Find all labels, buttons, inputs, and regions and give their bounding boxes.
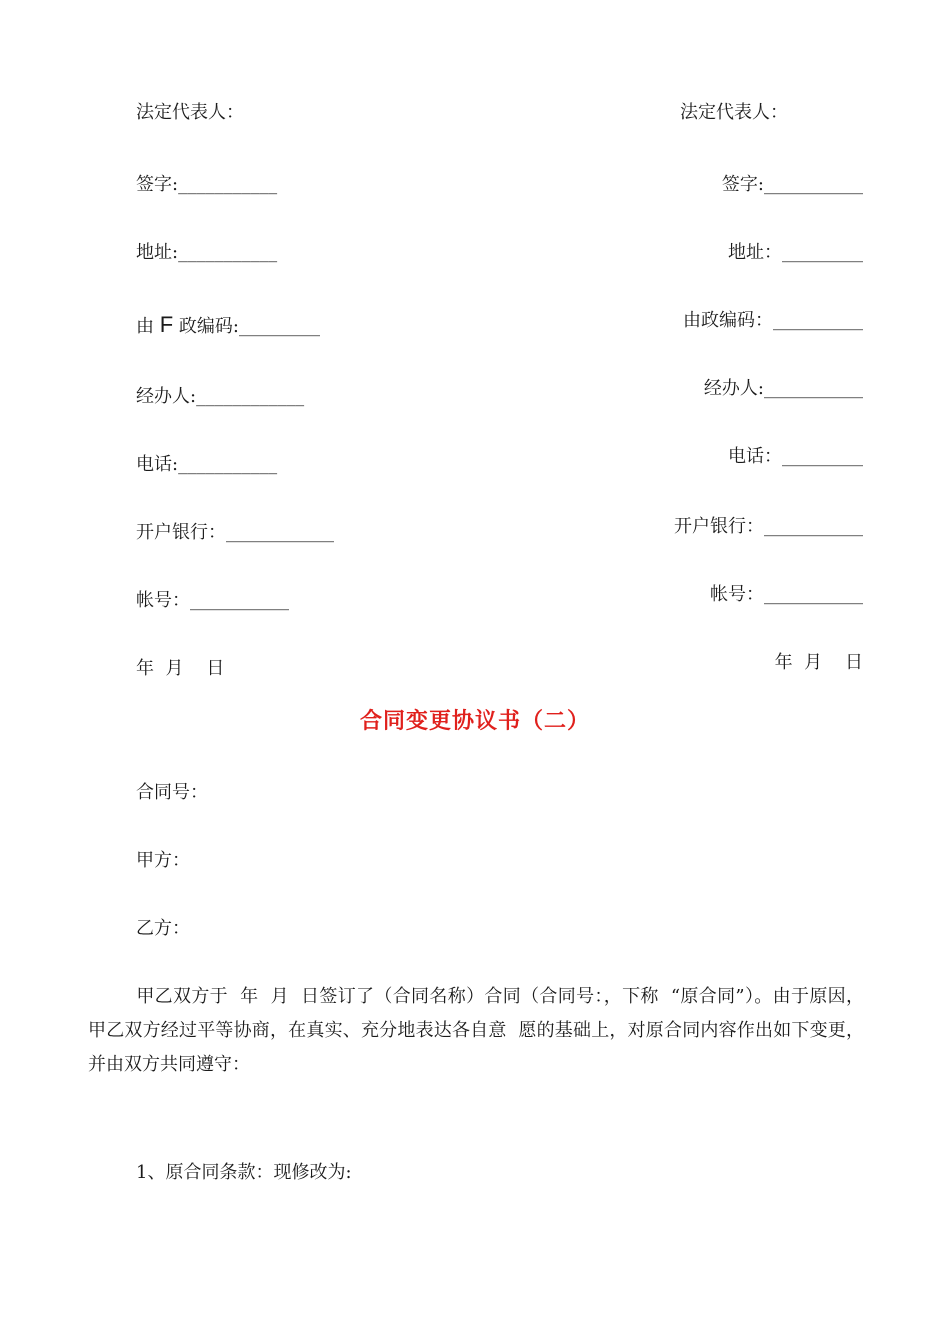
left-legal-rep-label: 法定代表人： bbox=[136, 102, 244, 123]
left-signature-field: 签字:___________ bbox=[136, 174, 278, 195]
right-phone-field: 电话：_________ bbox=[728, 446, 863, 467]
right-address-field: 地址：_________ bbox=[728, 242, 863, 263]
left-date-field: 年 月 日 bbox=[136, 658, 225, 679]
left-bank-field: 开户银行：____________ bbox=[136, 522, 334, 543]
body-rest: 由于原因，甲乙双方经过平等协商，在真实、充分地表达各自意 愿的基础上，对原合同内容作出如下变更，并由双方共同遵守： bbox=[88, 986, 864, 1075]
party-a-label: 甲方： bbox=[136, 850, 190, 871]
left-phone-field: 电话:___________ bbox=[136, 454, 278, 475]
body-line-1: 甲乙双方于 年 月 日签订了（合同名称）合同（合同号：，下称 “原合同”）。 bbox=[136, 986, 773, 1007]
right-bank-field: 开户银行：___________ bbox=[674, 516, 863, 537]
right-legal-rep-label: 法定代表人： bbox=[680, 102, 788, 123]
right-postal-code-field: 由政编码：__________ bbox=[683, 310, 863, 331]
right-signature-field: 签字:___________ bbox=[721, 174, 863, 195]
clause-1: 1、原合同条款：现修改为: bbox=[136, 1162, 352, 1183]
left-address-field: 地址:___________ bbox=[136, 242, 278, 263]
right-account-field: 帐号：___________ bbox=[710, 584, 863, 605]
left-postal-code-field bbox=[136, 314, 320, 338]
left-postal-code-prefix: 由 bbox=[136, 316, 154, 337]
left-postal-code-glyph: F bbox=[159, 312, 174, 337]
agreement-body-paragraph bbox=[88, 980, 864, 1082]
contract-number-label: 合同号： bbox=[136, 782, 208, 803]
left-postal-code-suffix: 政编码:_________ bbox=[178, 316, 320, 337]
left-handler-field: 经办人:____________ bbox=[136, 386, 305, 407]
right-date-field: 年 月 日 bbox=[774, 652, 863, 673]
agreement-title: 合同变更协议书（二） bbox=[359, 708, 590, 734]
party-b-label: 乙方： bbox=[136, 918, 190, 939]
left-account-field: 帐号：___________ bbox=[136, 590, 289, 611]
right-handler-field: 经办人:___________ bbox=[703, 378, 863, 399]
